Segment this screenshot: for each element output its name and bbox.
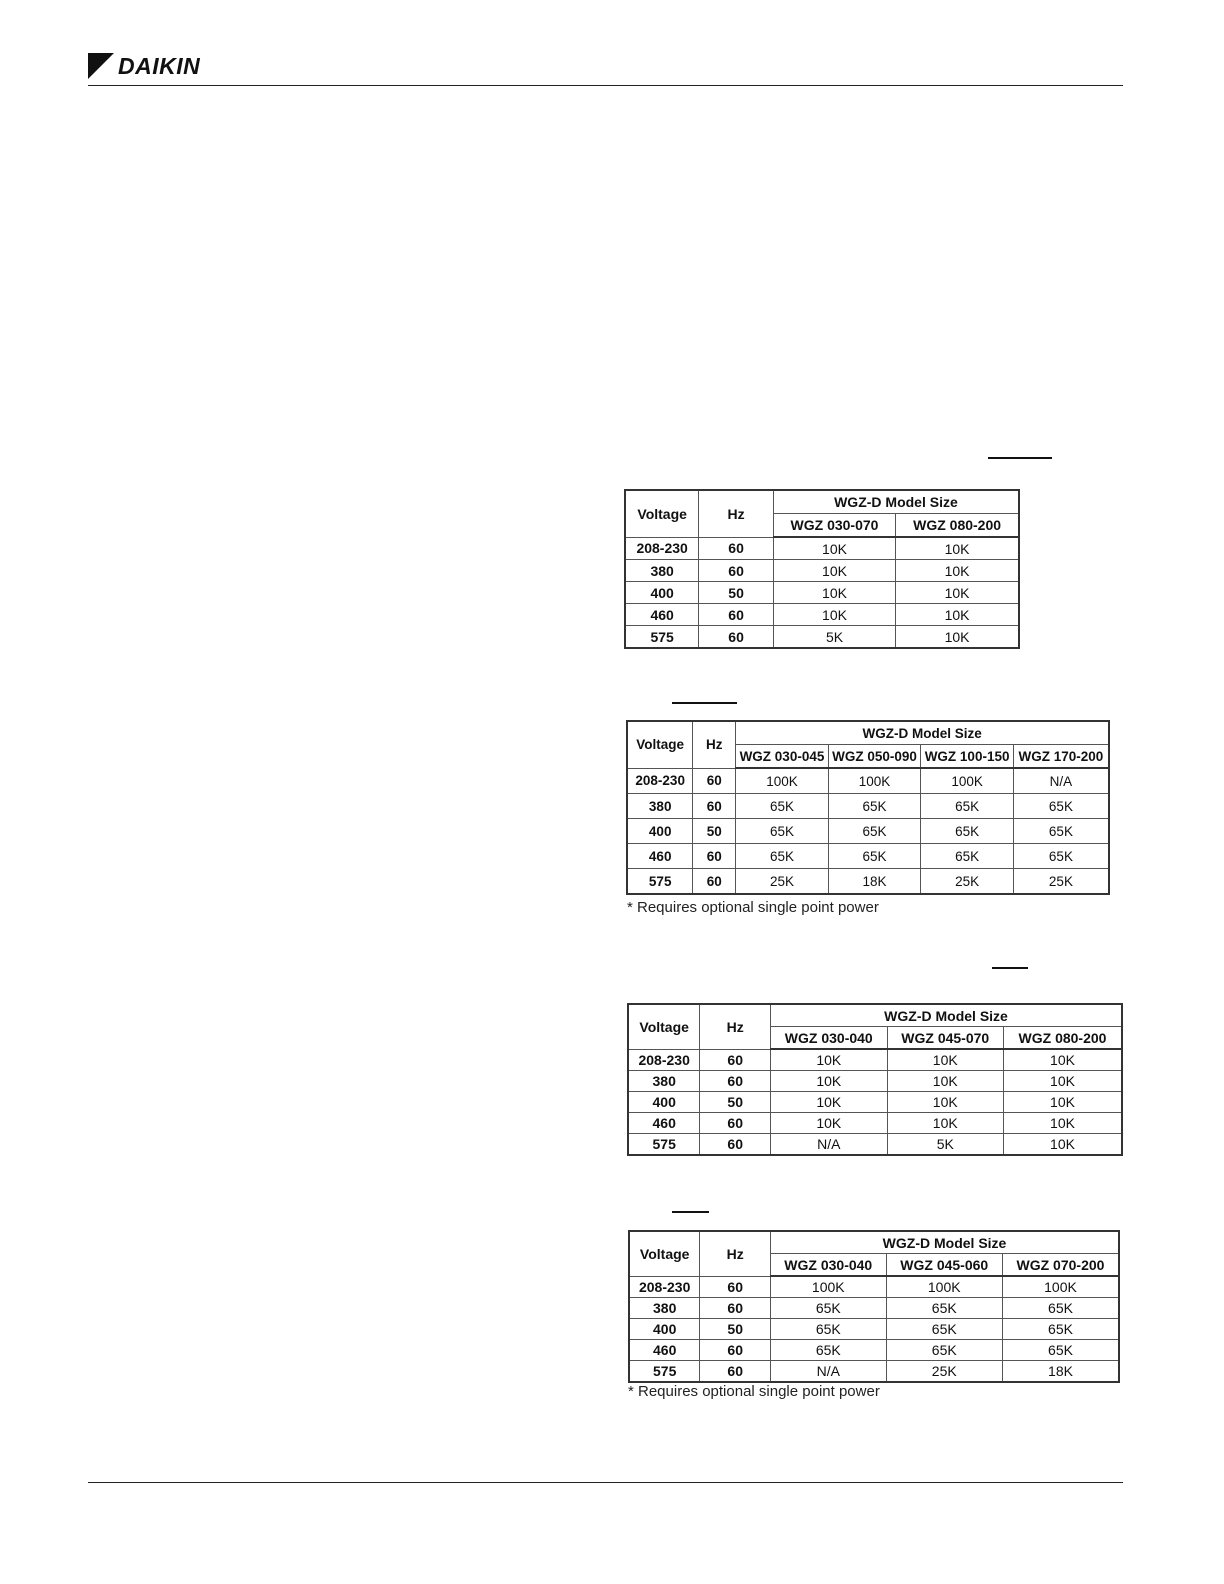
hz-cell: 60	[693, 794, 736, 819]
model-column-header: WGZ 045-070	[887, 1027, 1003, 1050]
rating-cell: 18K	[1002, 1361, 1119, 1383]
rating-cell: 10K	[896, 626, 1019, 649]
model-column-header: WGZ 050-090	[828, 745, 921, 769]
model-column-header: WGZ 080-200	[1004, 1027, 1123, 1050]
rating-cell: 10K	[887, 1092, 1003, 1113]
rating-cell: 65K	[828, 794, 921, 819]
reference-line	[992, 967, 1028, 969]
rating-cell: 5K	[773, 626, 895, 649]
hz-header: Hz	[700, 1231, 771, 1276]
brand-name: DAIKIN	[118, 52, 201, 79]
hz-cell: 60	[700, 1071, 771, 1092]
table-row	[625, 537, 1019, 560]
hz-cell: 60	[700, 1049, 771, 1071]
model-size-header: WGZ-D Model Size	[771, 1231, 1119, 1254]
rating-cell: 10K	[771, 1113, 887, 1134]
table-row	[627, 768, 1109, 794]
hz-cell: 60	[699, 537, 774, 560]
table-row	[628, 1134, 1122, 1156]
table-row	[625, 582, 1019, 604]
voltage-header: Voltage	[627, 721, 693, 768]
rating-cell: 10K	[896, 537, 1019, 560]
sccr-table-1	[624, 489, 1020, 649]
hz-cell: 60	[693, 844, 736, 869]
daikin-logo-mark-icon	[88, 53, 114, 79]
voltage-header: Voltage	[629, 1231, 700, 1276]
rating-cell: 10K	[773, 560, 895, 582]
voltage-cell: 208-230	[627, 768, 693, 794]
rating-cell: 10K	[887, 1113, 1003, 1134]
footer-divider	[88, 1482, 1123, 1483]
voltage-cell: 460	[625, 604, 699, 626]
model-column-header: WGZ 080-200	[896, 514, 1019, 538]
rating-cell: 25K	[921, 869, 1014, 895]
daikin-logo	[88, 52, 200, 80]
voltage-cell: 400	[625, 582, 699, 604]
rating-cell: 10K	[771, 1049, 887, 1071]
hz-cell: 60	[700, 1113, 771, 1134]
rating-cell: 10K	[773, 582, 895, 604]
rating-cell: 25K	[1013, 869, 1109, 895]
table-row	[629, 1319, 1119, 1340]
model-column-header: WGZ 030-040	[771, 1254, 886, 1277]
rating-cell: 100K	[1002, 1276, 1119, 1298]
hz-cell: 60	[700, 1340, 771, 1361]
table-row	[625, 626, 1019, 649]
model-column-header: WGZ 030-070	[773, 514, 895, 538]
rating-cell: 65K	[921, 794, 1014, 819]
voltage-cell: 208-230	[625, 537, 699, 560]
table-row	[627, 819, 1109, 844]
model-size-header: WGZ-D Model Size	[771, 1004, 1122, 1027]
hz-header: Hz	[700, 1004, 771, 1049]
rating-cell: 10K	[1004, 1049, 1123, 1071]
hz-cell: 60	[700, 1276, 771, 1298]
reference-line	[672, 702, 737, 704]
voltage-cell: 208-230	[628, 1049, 700, 1071]
rating-cell: 65K	[736, 819, 829, 844]
hz-cell: 60	[699, 560, 774, 582]
voltage-cell: 460	[629, 1340, 700, 1361]
table-row	[625, 560, 1019, 582]
rating-cell: 65K	[1013, 819, 1109, 844]
rating-cell: 10K	[771, 1092, 887, 1113]
table-row	[627, 869, 1109, 895]
sccr-table-3	[627, 1003, 1123, 1156]
rating-cell: N/A	[1013, 768, 1109, 794]
rating-cell: 100K	[921, 768, 1014, 794]
voltage-cell: 400	[627, 819, 693, 844]
rating-cell: 10K	[887, 1071, 1003, 1092]
hz-cell: 60	[700, 1134, 771, 1156]
voltage-header: Voltage	[625, 490, 699, 537]
rating-cell: 25K	[886, 1361, 1002, 1383]
voltage-cell: 575	[628, 1134, 700, 1156]
voltage-cell: 460	[628, 1113, 700, 1134]
model-column-header: WGZ 170-200	[1013, 745, 1109, 769]
rating-cell: 65K	[1002, 1298, 1119, 1319]
rating-cell: 65K	[1002, 1319, 1119, 1340]
hz-cell: 60	[700, 1298, 771, 1319]
rating-cell: 65K	[736, 794, 829, 819]
rating-cell: 10K	[896, 560, 1019, 582]
rating-cell: 5K	[887, 1134, 1003, 1156]
hz-header: Hz	[693, 721, 736, 768]
rating-cell: 10K	[773, 537, 895, 560]
voltage-cell: 575	[625, 626, 699, 649]
sccr-table-2	[626, 720, 1110, 895]
rating-cell: N/A	[771, 1134, 887, 1156]
model-column-header: WGZ 030-045	[736, 745, 829, 769]
voltage-cell: 460	[627, 844, 693, 869]
voltage-cell: 380	[629, 1298, 700, 1319]
rating-cell: 18K	[828, 869, 921, 895]
rating-cell: 65K	[886, 1298, 1002, 1319]
model-size-header: WGZ-D Model Size	[736, 721, 1109, 745]
reference-line	[988, 457, 1052, 459]
rating-cell: 65K	[736, 844, 829, 869]
table-row	[629, 1340, 1119, 1361]
voltage-cell: 380	[628, 1071, 700, 1092]
voltage-header: Voltage	[628, 1004, 700, 1049]
rating-cell: 100K	[771, 1276, 886, 1298]
rating-cell: 65K	[1002, 1340, 1119, 1361]
rating-cell: 10K	[1004, 1134, 1123, 1156]
rating-cell: 65K	[886, 1340, 1002, 1361]
table-row	[628, 1092, 1122, 1113]
hz-cell: 50	[700, 1319, 771, 1340]
table-row	[628, 1071, 1122, 1092]
rating-cell: 65K	[828, 819, 921, 844]
table-footnote: * Requires optional single point power	[628, 1383, 880, 1400]
rating-cell: 100K	[886, 1276, 1002, 1298]
rating-cell: 65K	[886, 1319, 1002, 1340]
rating-cell: 65K	[771, 1298, 886, 1319]
table-row	[627, 794, 1109, 819]
rating-cell: 65K	[1013, 844, 1109, 869]
rating-cell: 65K	[1013, 794, 1109, 819]
table-row	[629, 1298, 1119, 1319]
rating-cell: 25K	[736, 869, 829, 895]
rating-cell: 65K	[771, 1319, 886, 1340]
hz-cell: 60	[693, 768, 736, 794]
table-row	[625, 604, 1019, 626]
voltage-cell: 208-230	[629, 1276, 700, 1298]
sccr-table-4	[628, 1230, 1120, 1383]
table-row	[628, 1113, 1122, 1134]
voltage-cell: 400	[628, 1092, 700, 1113]
hz-cell: 50	[699, 582, 774, 604]
hz-cell: 60	[699, 604, 774, 626]
header-divider	[88, 85, 1123, 86]
rating-cell: 10K	[1004, 1092, 1123, 1113]
rating-cell: 100K	[736, 768, 829, 794]
table-row	[629, 1276, 1119, 1298]
table-row	[627, 844, 1109, 869]
rating-cell: 10K	[1004, 1113, 1123, 1134]
table-footnote: * Requires optional single point power	[627, 899, 879, 916]
rating-cell: 65K	[828, 844, 921, 869]
model-column-header: WGZ 045-060	[886, 1254, 1002, 1277]
hz-header: Hz	[699, 490, 774, 537]
hz-cell: 60	[699, 626, 774, 649]
rating-cell: 10K	[1004, 1071, 1123, 1092]
table-row	[629, 1361, 1119, 1383]
model-size-header: WGZ-D Model Size	[773, 490, 1019, 514]
model-column-header: WGZ 100-150	[921, 745, 1014, 769]
rating-cell: 10K	[896, 582, 1019, 604]
hz-cell: 60	[693, 869, 736, 895]
voltage-cell: 575	[629, 1361, 700, 1383]
rating-cell: 10K	[773, 604, 895, 626]
model-column-header: WGZ 030-040	[771, 1027, 887, 1050]
rating-cell: 65K	[921, 844, 1014, 869]
hz-cell: 50	[693, 819, 736, 844]
model-column-header: WGZ 070-200	[1002, 1254, 1119, 1277]
hz-cell: 50	[700, 1092, 771, 1113]
table-row	[628, 1049, 1122, 1071]
voltage-cell: 400	[629, 1319, 700, 1340]
voltage-cell: 575	[627, 869, 693, 895]
rating-cell: 10K	[896, 604, 1019, 626]
voltage-cell: 380	[625, 560, 699, 582]
rating-cell: 10K	[887, 1049, 1003, 1071]
rating-cell: N/A	[771, 1361, 886, 1383]
rating-cell: 65K	[921, 819, 1014, 844]
rating-cell: 65K	[771, 1340, 886, 1361]
voltage-cell: 380	[627, 794, 693, 819]
rating-cell: 10K	[771, 1071, 887, 1092]
hz-cell: 60	[700, 1361, 771, 1383]
rating-cell: 100K	[828, 768, 921, 794]
reference-line	[672, 1211, 709, 1213]
